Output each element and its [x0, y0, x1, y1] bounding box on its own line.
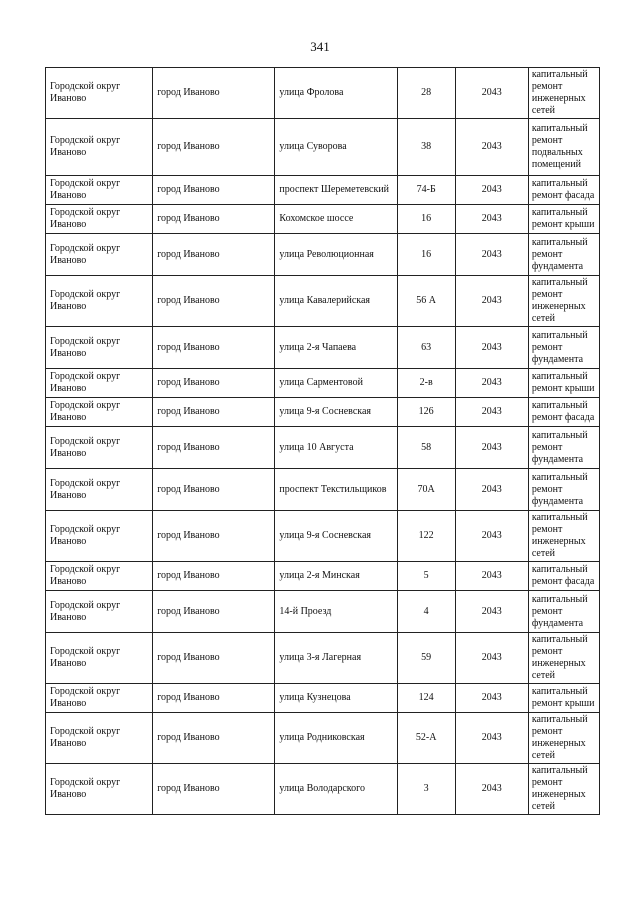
street-cell: улица 10 Августа: [275, 427, 397, 469]
year-cell: 2043: [455, 327, 528, 369]
page-number: 341: [310, 39, 330, 54]
street-cell: улица 9-я Сосневская: [275, 511, 397, 562]
street-cell: Кохомское шоссе: [275, 205, 397, 234]
district-cell: Городской округ Иваново: [46, 469, 153, 511]
street-cell: улица Сарментовой: [275, 369, 397, 398]
year-cell: 2043: [455, 119, 528, 176]
work-type-cell: капитальный ремонт крыши: [528, 369, 599, 398]
house-number-cell: 58: [397, 427, 455, 469]
house-number-cell: 3: [397, 764, 455, 815]
city-cell: город Иваново: [153, 327, 275, 369]
street-cell: улица Революционная: [275, 234, 397, 276]
street-cell: 14-й Проезд: [275, 591, 397, 633]
house-number-cell: 28: [397, 68, 455, 119]
street-cell: улица Кузнецова: [275, 684, 397, 713]
district-cell: Городской округ Иваново: [46, 684, 153, 713]
table-row: [46, 119, 600, 176]
house-number-cell: 5: [397, 562, 455, 591]
city-cell: город Иваново: [153, 68, 275, 119]
work-type-cell: капитальный ремонт фасада: [528, 398, 599, 427]
work-type-cell: капитальный ремонт крыши: [528, 684, 599, 713]
work-type-cell: капитальный ремонт крыши: [528, 205, 599, 234]
work-type-cell: капитальный ремонт фундамента: [528, 427, 599, 469]
year-cell: 2043: [455, 205, 528, 234]
house-number-cell: 2-в: [397, 369, 455, 398]
table-row: [46, 327, 600, 369]
district-cell: Городской округ Иваново: [46, 176, 153, 205]
street-cell: улица Суворова: [275, 119, 397, 176]
district-cell: Городской округ Иваново: [46, 205, 153, 234]
year-cell: 2043: [455, 511, 528, 562]
table-row: [46, 511, 600, 562]
city-cell: город Иваново: [153, 511, 275, 562]
year-cell: 2043: [455, 176, 528, 205]
table-row: [46, 205, 600, 234]
year-cell: 2043: [455, 427, 528, 469]
city-cell: город Иваново: [153, 176, 275, 205]
street-cell: улица Кавалерийская: [275, 276, 397, 327]
district-cell: Городской округ Иваново: [46, 427, 153, 469]
work-type-cell: капитальный ремонт инженерных сетей: [528, 68, 599, 119]
house-number-cell: 70А: [397, 469, 455, 511]
work-type-cell: капитальный ремонт инженерных сетей: [528, 713, 599, 764]
city-cell: город Иваново: [153, 398, 275, 427]
work-type-cell: капитальный ремонт инженерных сетей: [528, 633, 599, 684]
district-cell: Городской округ Иваново: [46, 398, 153, 427]
house-number-cell: 16: [397, 205, 455, 234]
year-cell: 2043: [455, 469, 528, 511]
house-number-cell: 56 А: [397, 276, 455, 327]
street-cell: улица Родниковская: [275, 713, 397, 764]
work-type-cell: капитальный ремонт инженерных сетей: [528, 276, 599, 327]
city-cell: город Иваново: [153, 684, 275, 713]
house-number-cell: 74-Б: [397, 176, 455, 205]
table-row: [46, 469, 600, 511]
street-cell: проспект Текстильщиков: [275, 469, 397, 511]
work-type-cell: капитальный ремонт фундамента: [528, 469, 599, 511]
repair-schedule-table: [45, 67, 600, 815]
year-cell: 2043: [455, 68, 528, 119]
year-cell: 2043: [455, 276, 528, 327]
house-number-cell: 122: [397, 511, 455, 562]
city-cell: город Иваново: [153, 205, 275, 234]
year-cell: 2043: [455, 369, 528, 398]
district-cell: Городской округ Иваново: [46, 276, 153, 327]
district-cell: Городской округ Иваново: [46, 369, 153, 398]
table-row: [46, 591, 600, 633]
street-cell: улица 2-я Минская: [275, 562, 397, 591]
street-cell: улица 2-я Чапаева: [275, 327, 397, 369]
city-cell: город Иваново: [153, 119, 275, 176]
house-number-cell: 124: [397, 684, 455, 713]
city-cell: город Иваново: [153, 369, 275, 398]
work-type-cell: капитальный ремонт подвальных помещений: [528, 119, 599, 176]
table-row: [46, 369, 600, 398]
table-row: [46, 234, 600, 276]
house-number-cell: 4: [397, 591, 455, 633]
table-row: [46, 764, 600, 815]
table-row: [46, 684, 600, 713]
house-number-cell: 52-А: [397, 713, 455, 764]
district-cell: Городской округ Иваново: [46, 713, 153, 764]
table-row: [46, 633, 600, 684]
table-row: [46, 176, 600, 205]
house-number-cell: 59: [397, 633, 455, 684]
table-row: [46, 713, 600, 764]
table-row: [46, 276, 600, 327]
year-cell: 2043: [455, 591, 528, 633]
year-cell: 2043: [455, 234, 528, 276]
work-type-cell: капитальный ремонт фундамента: [528, 591, 599, 633]
city-cell: город Иваново: [153, 276, 275, 327]
city-cell: город Иваново: [153, 469, 275, 511]
city-cell: город Иваново: [153, 633, 275, 684]
year-cell: 2043: [455, 562, 528, 591]
district-cell: Городской округ Иваново: [46, 633, 153, 684]
district-cell: Городской округ Иваново: [46, 562, 153, 591]
district-cell: Городской округ Иваново: [46, 591, 153, 633]
city-cell: город Иваново: [153, 234, 275, 276]
table-body: [46, 68, 600, 815]
work-type-cell: капитальный ремонт инженерных сетей: [528, 764, 599, 815]
work-type-cell: капитальный ремонт фасада: [528, 562, 599, 591]
house-number-cell: 16: [397, 234, 455, 276]
street-cell: улица Фролова: [275, 68, 397, 119]
work-type-cell: капитальный ремонт фундамента: [528, 327, 599, 369]
city-cell: город Иваново: [153, 591, 275, 633]
house-number-cell: 126: [397, 398, 455, 427]
city-cell: город Иваново: [153, 427, 275, 469]
city-cell: город Иваново: [153, 713, 275, 764]
city-cell: город Иваново: [153, 562, 275, 591]
work-type-cell: капитальный ремонт фасада: [528, 176, 599, 205]
district-cell: Городской округ Иваново: [46, 68, 153, 119]
year-cell: 2043: [455, 633, 528, 684]
district-cell: Городской округ Иваново: [46, 119, 153, 176]
street-cell: улица Володарского: [275, 764, 397, 815]
city-cell: город Иваново: [153, 764, 275, 815]
table-row: [46, 68, 600, 119]
district-cell: Городской округ Иваново: [46, 764, 153, 815]
house-number-cell: 63: [397, 327, 455, 369]
district-cell: Городской округ Иваново: [46, 234, 153, 276]
street-cell: улица 3-я Лагерная: [275, 633, 397, 684]
house-number-cell: 38: [397, 119, 455, 176]
year-cell: 2043: [455, 684, 528, 713]
district-cell: Городской округ Иваново: [46, 327, 153, 369]
work-type-cell: капитальный ремонт инженерных сетей: [528, 511, 599, 562]
street-cell: улица 9-я Сосневская: [275, 398, 397, 427]
year-cell: 2043: [455, 764, 528, 815]
year-cell: 2043: [455, 713, 528, 764]
year-cell: 2043: [455, 398, 528, 427]
table-row: [46, 562, 600, 591]
table-row: [46, 427, 600, 469]
street-cell: проспект Шереметевский: [275, 176, 397, 205]
work-type-cell: капитальный ремонт фундамента: [528, 234, 599, 276]
district-cell: Городской округ Иваново: [46, 511, 153, 562]
table-row: [46, 398, 600, 427]
